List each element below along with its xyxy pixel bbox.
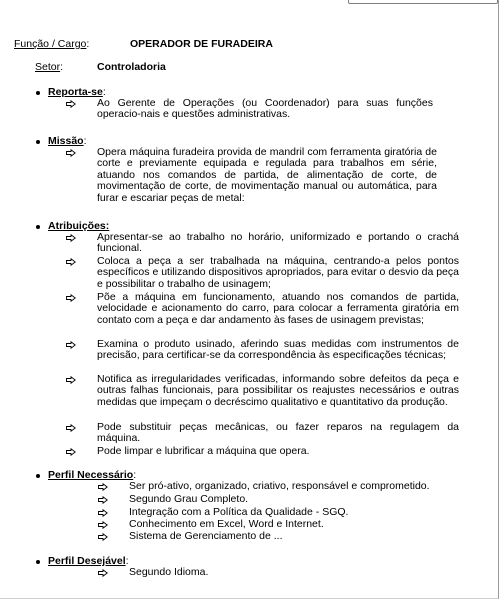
setor-colon: : xyxy=(60,61,64,73)
perfil-desejavel-heading xyxy=(48,555,129,567)
list-item: Põe a máquina em funcionamento, atuando nos comandos de partida, velocidade e acionamento do carro, para colocar a ferramenta giratória em contato com a peça e dar andamento às fases de usinagem previstas; xyxy=(97,291,459,326)
list-item: Notifica as irregularidades verificadas, informando sobre defeitos da peça e outras falhas funcionais, para possibilitar os reajustes necessários e outras medidas que impeçam o decréscimo qualitativo e quantitativo da produção. xyxy=(97,373,459,408)
funcao-label: Função / Cargo xyxy=(14,38,87,50)
list-item: Segundo Idioma. xyxy=(129,566,209,578)
list-item: Ser pró-ativo, organizado, criativo, responsável e comprometido. xyxy=(129,480,430,492)
perfil-desejavel-colon: : xyxy=(125,555,129,567)
arrow-bullet-icon xyxy=(98,521,108,529)
arrow-bullet-icon xyxy=(66,448,76,456)
arrow-bullet-icon xyxy=(66,341,76,349)
atribuicoes-bullet xyxy=(36,225,40,229)
list-item: Sistema de Gerenciamento de ... xyxy=(129,530,283,542)
arrow-bullet-icon xyxy=(98,483,108,491)
missao-bullet xyxy=(36,140,40,144)
list-item: Pode limpar e lubrificar a máquina que opera. xyxy=(97,445,310,457)
perfil-necessario-bullet xyxy=(36,474,40,478)
reporta-bullet xyxy=(36,91,40,95)
list-item: Coloca a peça a ser trabalhada na máquina, centrando-a pelos pontos específicos e utilizando dispositivos apropriados, para evitar o desvio da peça e possibilitar o trabalho de usinagem; xyxy=(97,255,459,290)
missao-title: Missão xyxy=(48,135,84,147)
setor-row xyxy=(35,61,63,73)
arrow-bullet-icon xyxy=(66,294,76,302)
missao-colon: : xyxy=(83,135,87,147)
perfil-desejavel-bullet xyxy=(36,560,40,564)
perfil-necessario-heading xyxy=(48,469,136,481)
reporta-colon: : xyxy=(102,86,106,98)
list-item: Integração com a Política da Qualidade - SGQ. xyxy=(129,506,349,518)
perfil-desejavel-title: Perfil Desejável xyxy=(48,555,126,567)
arrow-bullet-icon xyxy=(66,149,76,157)
arrow-bullet-icon xyxy=(66,100,76,108)
perfil-necessario-title: Perfil Necessário xyxy=(48,469,134,481)
list-item: Examina o produto usinado, aferindo suas medidas com instrumentos de precisão, para certificar-se da correspondência às especificações técnicas; xyxy=(97,338,459,362)
atribuicoes-title: Atribuições: xyxy=(48,220,110,232)
arrow-bullet-icon xyxy=(98,509,108,517)
missao-heading xyxy=(48,135,87,147)
reporta-title: Reporta-se xyxy=(48,86,103,98)
funcao-row xyxy=(14,38,89,50)
list-item: Conhecimento em Excel, Word e Internet. xyxy=(129,518,324,530)
arrow-bullet-icon xyxy=(66,376,76,384)
list-item: Apresentar-se ao trabalho no horário, uniformizado e portando o crachá funcional. xyxy=(97,231,459,255)
arrow-bullet-icon xyxy=(66,424,76,432)
arrow-bullet-icon xyxy=(98,496,108,504)
arrow-bullet-icon xyxy=(98,533,108,541)
setor-value: Controladoria xyxy=(97,61,166,73)
setor-label: Setor xyxy=(35,61,61,73)
arrow-bullet-icon xyxy=(66,234,76,242)
funcao-value: OPERADOR DE FURADEIRA xyxy=(130,38,273,50)
list-item: Ao Gerente de Operações (ou Coordenador) para suas funções operacio-nais e questões administrativas. xyxy=(97,97,433,121)
list-item: Segundo Grau Completo. xyxy=(129,493,249,505)
list-item: Pode substituir peças mecânicas, ou fazer reparos na regulagem da máquina. xyxy=(97,421,459,445)
funcao-colon: : xyxy=(86,38,90,50)
arrow-bullet-icon xyxy=(66,258,76,266)
top-text-box-edge xyxy=(348,0,498,4)
list-item: Opera máquina furadeira provida de mandril com ferramenta giratória de corte e previamente equipada e regulada para trabalhos em série, atuando nos comandos de partida, de alimentação de corte, de movimentação de corte, de movimentação manual ou automática, para furar e escariar peças de metal: xyxy=(97,146,437,204)
perfil-necessario-colon: : xyxy=(133,469,137,481)
arrow-bullet-icon xyxy=(98,569,108,577)
